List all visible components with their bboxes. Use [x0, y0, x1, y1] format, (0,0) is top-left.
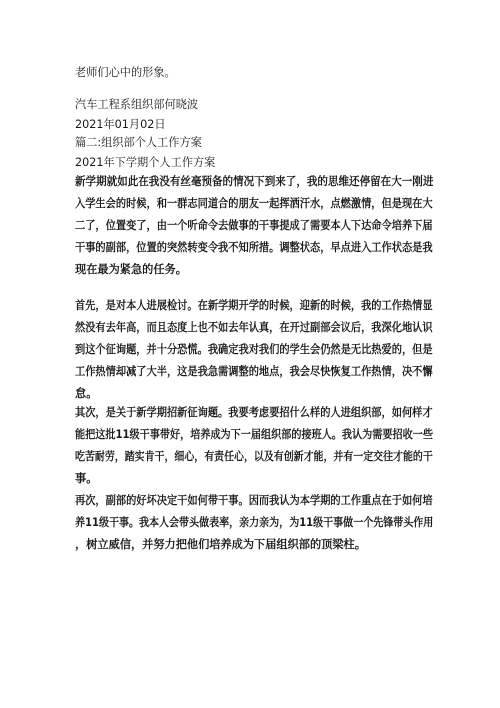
paragraph-line: 工作热情却减了大半，这是我急需调整的地点，我会尽快恢复工作热情，决不懈	[75, 365, 433, 378]
paragraph-line: 再次，副部的好坏决定干如何带干事。因而我认为本学期的工作重点在于如何培	[75, 494, 433, 507]
paragraph-line: 干事的副部，位置的突然转变令我不知所措。调整状态，早点进入工作状态是我	[75, 241, 433, 254]
paragraph-line: 现在最为紧急的任务。	[75, 263, 187, 276]
paragraph-line: 养11级干事。我本人会带头做表率，亲力亲为，为11级干事做一个先锋带头作用	[75, 516, 434, 529]
header-line: 老师们心中的形象。	[75, 66, 176, 79]
paragraph-line: 二了，位置变了，由一个听命令去做事的干事提成了需要本人下达命令培养下届	[75, 219, 433, 232]
section-title: 篇二:组织部个人工作方案	[75, 136, 202, 149]
paragraph-line: 事。	[75, 472, 98, 485]
paragraph-line: 新学期就如此在我没有丝毫预备的情况下到来了，我的思维还停留在大一刚进	[75, 175, 434, 188]
paragraph-line: 入学生会的时候，和一群志同道合的朋友一起挥洒汗水，点燃激情，但是现在大	[75, 197, 433, 210]
plan-title: 2021年下学期个人工作方案	[75, 156, 216, 169]
paragraph-line: 吃苦耐劳，踏实肯干，细心，有责任心，以及有创新才能，并有一定交往才能的干	[75, 450, 433, 463]
paragraph-line: ，树立威信，并努力把他们培养成为下届组织部的顶梁柱。	[75, 538, 366, 551]
paragraph-line: 能把这批11级干事带好，培养成为下一届组织部的接班人。我认为需要招收一些	[75, 428, 433, 441]
author-line: 汽车工程系组织部何晓波	[75, 98, 199, 111]
paragraph-line: 到这个征询题，并十分恐慌。我确定我对我们的学生会仍然是无比热爱的，但是	[75, 343, 433, 356]
paragraph-line: 首先，是对本人进展检讨。在新学期开学的时候，迎新的时候，我的工作热情显	[75, 299, 433, 312]
paragraph-line: 怠。	[75, 387, 98, 400]
date-line: 2021年01月02日	[75, 118, 166, 131]
paragraph-line: 然没有去年高，而且态度上也不如去年认真，在开过副部会议后，我深化地认识	[75, 321, 433, 334]
paragraph-line: 其次，是关于新学期招新征询题。我要考虑要招什么样的人进组织部，如何样才	[75, 406, 433, 419]
